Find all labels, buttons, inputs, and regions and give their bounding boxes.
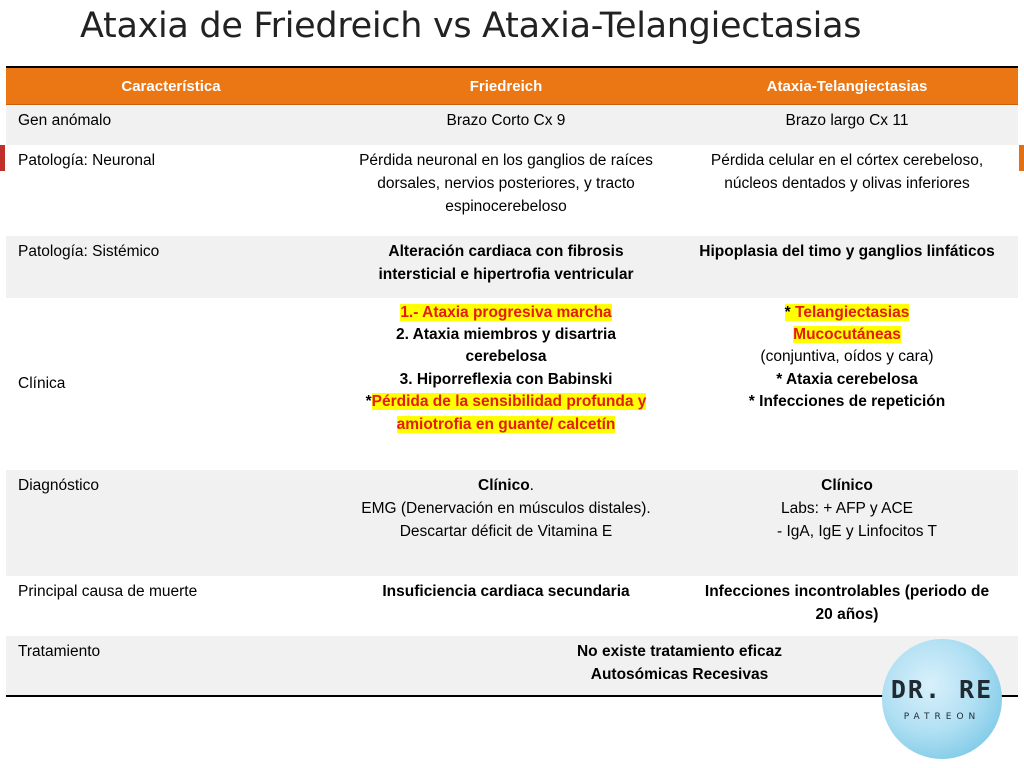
text-line: Descartar déficit de Vitamina E [399,523,613,540]
text-line [686,302,1008,324]
cell-friedreich: Insuficiencia cardiaca secundaria [382,582,630,600]
page-title: Ataxia de Friedreich vs Ataxia-Telangiectasias [80,6,862,46]
text-line [346,302,666,324]
text-line: (conjuntiva, oídos y cara) [760,348,934,366]
text-line: Labs: + AFP y ACE [781,499,913,517]
text-line: Clínico [821,476,873,494]
row-label: Gen anómalo [6,105,336,145]
row-label: Principal causa de muerte [18,582,198,600]
row-tratamiento [6,636,1018,696]
cell-friedreich [336,236,676,298]
highlighted-text: Pérdida de la sensibilidad profunda y [371,393,647,411]
bold-text: Clínico [478,476,530,494]
header-ataxia-telangiectasias: Ataxia-Telangiectasias [676,67,1018,105]
highlighted-text: Mucocutáneas [793,325,901,343]
row-label: Diagnóstico [6,470,336,576]
bullet-prefix: * [365,393,372,411]
cell-friedreich [336,298,676,470]
row-clinica [6,298,1018,470]
header-row [6,67,1018,105]
text-line: Pérdida celular en el córtex cerebeloso, [710,151,984,169]
row-label: Patología: Neuronal [18,151,156,169]
highlighted-text: Telangiectasias [795,303,910,321]
header-friedreich: Friedreich [336,67,676,105]
text-line [346,474,666,497]
highlighted-text: 1.- Ataxia progresiva marcha [400,303,612,321]
cell-at: Brazo largo Cx 11 [676,105,1018,145]
text-line: intersticial e hipertrofia ventricular [378,265,634,283]
logo-sub-text: PATREON [903,712,981,722]
text-line [346,391,666,413]
row-diagnostico [6,470,1018,576]
cell-friedreich [336,470,676,576]
text-line: - IgA, IgE y Linfocitos T [777,523,937,540]
text-suffix: . [529,476,534,494]
row-label: Tratamiento [6,636,336,696]
row-causa-muerte [6,576,1018,636]
text-line: 3. Hiporreflexia con Babinski [399,370,613,388]
row-gen-anomalo [6,105,1018,145]
right-accent-mark [1019,145,1024,171]
row-label: Patología: Sistémico [6,236,336,298]
text-line: Pérdida neuronal en los ganglios de raíces [359,151,653,169]
cell-friedreich [336,145,676,236]
text-line: Infecciones incontrolables (periodo de [704,582,990,600]
logo-main-text: DR. RE [890,675,994,704]
text-line: 20 años) [815,605,879,623]
header-caracteristica: Característica [6,67,336,105]
text-line [686,324,1008,346]
dr-re-patreon-logo [882,639,1002,759]
cell-at [676,576,1018,636]
comparison-table [6,66,1018,697]
text-line: dorsales, nervios posteriores, y tracto [377,174,635,192]
text-line: No existe tratamiento eficaz [576,642,782,660]
cell-friedreich: Brazo Corto Cx 9 [336,105,676,145]
cell-at [676,298,1018,470]
bullet-prefix: * [784,303,796,321]
row-patologia-sistemico [6,236,1018,298]
text-line: núcleos dentados y olivas inferiores [724,174,970,192]
text-line: * Infecciones de repetición [748,393,946,411]
left-accent-mark [0,145,5,171]
cell-at [676,145,1018,236]
text-line: 2. Ataxia miembros y disartria [396,325,616,343]
cell-at [676,470,1018,576]
highlighted-text: amiotrofia en guante/ calcetín [396,415,616,433]
text-line: cerebelosa [465,348,547,366]
text-line: * Ataxia cerebelosa [776,370,918,388]
text-line: Alteración cardiaca con fibrosis [388,242,624,260]
cell-at: Hipoplasia del timo y ganglios linfáticos [676,236,1018,298]
comparison-table-wrapper [6,66,1018,697]
text-line [346,414,666,436]
text-line: EMG (Denervación en músculos distales). [361,499,651,517]
row-label: Clínica [18,374,66,392]
text-line: Autosómicas Recesivas [590,665,769,683]
text-line: espinocerebeloso [445,198,567,215]
row-patologia-neuronal [6,145,1018,236]
